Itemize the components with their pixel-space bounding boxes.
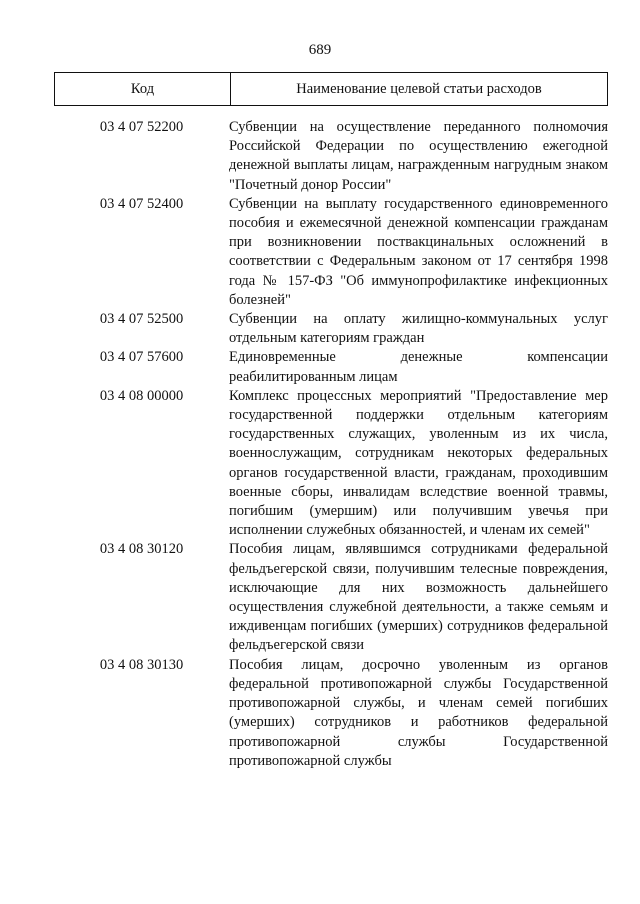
row-code: 03 4 07 57600: [99, 349, 184, 366]
row-code: 03 4 07 52500: [99, 311, 184, 328]
row-name: Субвенции на выплату государственного единовременного пособия и ежемесячной денежной компенсации гражданам при возникновении поствакцинальных осложнений в соответствии с Федеральным законом от 17 сентября 1998 года № 157-ФЗ "Об иммунопрофилактике инфекционных болезней": [229, 195, 608, 308]
table-row: [54, 540, 608, 655]
row-name: Пособия лицам, являвшимся сотрудниками федеральной фельдъегерской связи, получившим телесные повреждения, исключающие для них возможность дальнейшего осуществления служебной деятельности, а также семьям и иждивенцам погибших (умерших) сотрудников федеральной фельдъегерской связи: [229, 541, 608, 654]
row-name: Комплекс процессных мероприятий "Предоставление мер государственной поддержки отдельным категориям государственных служащих, уволенным из их числа, военнослужащим, сотрудникам некоторых федеральных органов государственной власти, гражданам, проходившим военные сборы, инвалидам вследствие военной травмы, погибшим (умершим) или получившим увечья при исполнении служебных обязанностей, и членам их семей": [229, 387, 608, 539]
table-row: [54, 195, 608, 310]
row-code: 03 4 08 30130: [99, 656, 184, 673]
table-row: [54, 656, 608, 771]
page-number: 689: [308, 42, 332, 58]
table-header: [54, 72, 608, 106]
row-code: 03 4 08 00000: [99, 387, 184, 404]
header-code: Код: [55, 73, 231, 105]
row-name: Пособия лицам, досрочно уволенным из органов федеральной противопожарной службы Государственной противопожарной службы, и членам семей погибших (умерших) сотрудников и работников федеральной противопожарной службы Государственной противопожарной службы: [229, 656, 608, 769]
row-name: Субвенции на осуществление переданного полномочия Российской Федерации по осуществлению ежегодной денежной выплаты лицам, награжденным нагрудным знаком "Почетный донор России": [229, 119, 608, 193]
row-name: Единовременные денежные компенсации реабилитированным лицам: [229, 349, 608, 385]
header-name: Наименование целевой статьи расходов: [296, 80, 542, 97]
table-row: [54, 387, 608, 541]
table-row: [54, 348, 608, 386]
table-row: [54, 310, 608, 348]
row-code: 03 4 08 30120: [99, 541, 184, 558]
table-row: [54, 118, 608, 195]
row-code: 03 4 07 52400: [99, 195, 184, 212]
table-body: [54, 118, 608, 771]
row-name: Субвенции на оплату жилищно-коммунальных услуг отдельным категориям граждан: [229, 311, 608, 347]
row-code: 03 4 07 52200: [99, 119, 184, 135]
